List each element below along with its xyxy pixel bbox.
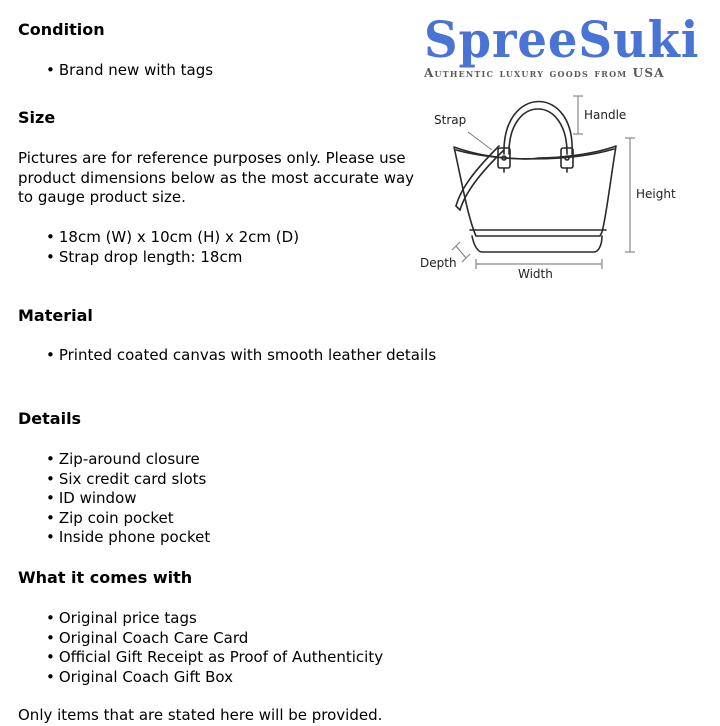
material-heading: Material — [18, 306, 93, 325]
details-heading: Details — [18, 409, 82, 428]
bag-dimension-diagram — [410, 88, 690, 288]
size-heading: Size — [18, 108, 56, 127]
list-item: • Strap drop length: 18cm — [46, 248, 299, 268]
strap-label: Strap — [434, 113, 467, 127]
list-item: • Zip coin pocket — [46, 509, 210, 529]
condition-heading: Condition — [18, 20, 105, 39]
list-item: • 18cm (W) x 10cm (H) x 2cm (D) — [46, 228, 299, 248]
handle-label: Handle — [584, 108, 627, 122]
list-item: • Official Gift Receipt as Proof of Authenticity — [46, 648, 383, 668]
handbag-icon — [454, 102, 616, 253]
list-item: • Inside phone pocket — [46, 528, 210, 548]
footer-note: Only items that are stated here will be provided. — [18, 706, 383, 724]
logo-wordmark: SpreeSuki — [424, 10, 700, 69]
logo-tagline: Authentic luxury goods from USA — [424, 66, 665, 80]
list-item: • Original Coach Gift Box — [46, 668, 383, 688]
list-item: • Original price tags — [46, 609, 383, 629]
list-item: • Printed coated canvas with smooth leather details — [46, 346, 436, 366]
material-list — [46, 346, 436, 366]
condition-list — [46, 61, 213, 81]
spreesuki-logo — [424, 12, 716, 80]
list-item: • ID window — [46, 489, 210, 509]
list-item: • Original Coach Care Card — [46, 629, 383, 649]
size-intro: Pictures are for reference purposes only. Please use product dimensions below as the most accurate way to gauge product size. — [18, 149, 415, 206]
list-item: • Six credit card slots — [46, 470, 210, 490]
size-list — [46, 228, 299, 267]
comes-with-heading: What it comes with — [18, 568, 193, 587]
list-item: • Brand new with tags — [46, 61, 213, 81]
list-item: • Zip-around closure — [46, 450, 210, 470]
depth-label: Depth — [420, 256, 457, 270]
details-list — [46, 450, 210, 548]
comes-with-list — [46, 609, 383, 687]
height-label: Height — [636, 187, 676, 201]
width-label: Width — [518, 267, 553, 281]
